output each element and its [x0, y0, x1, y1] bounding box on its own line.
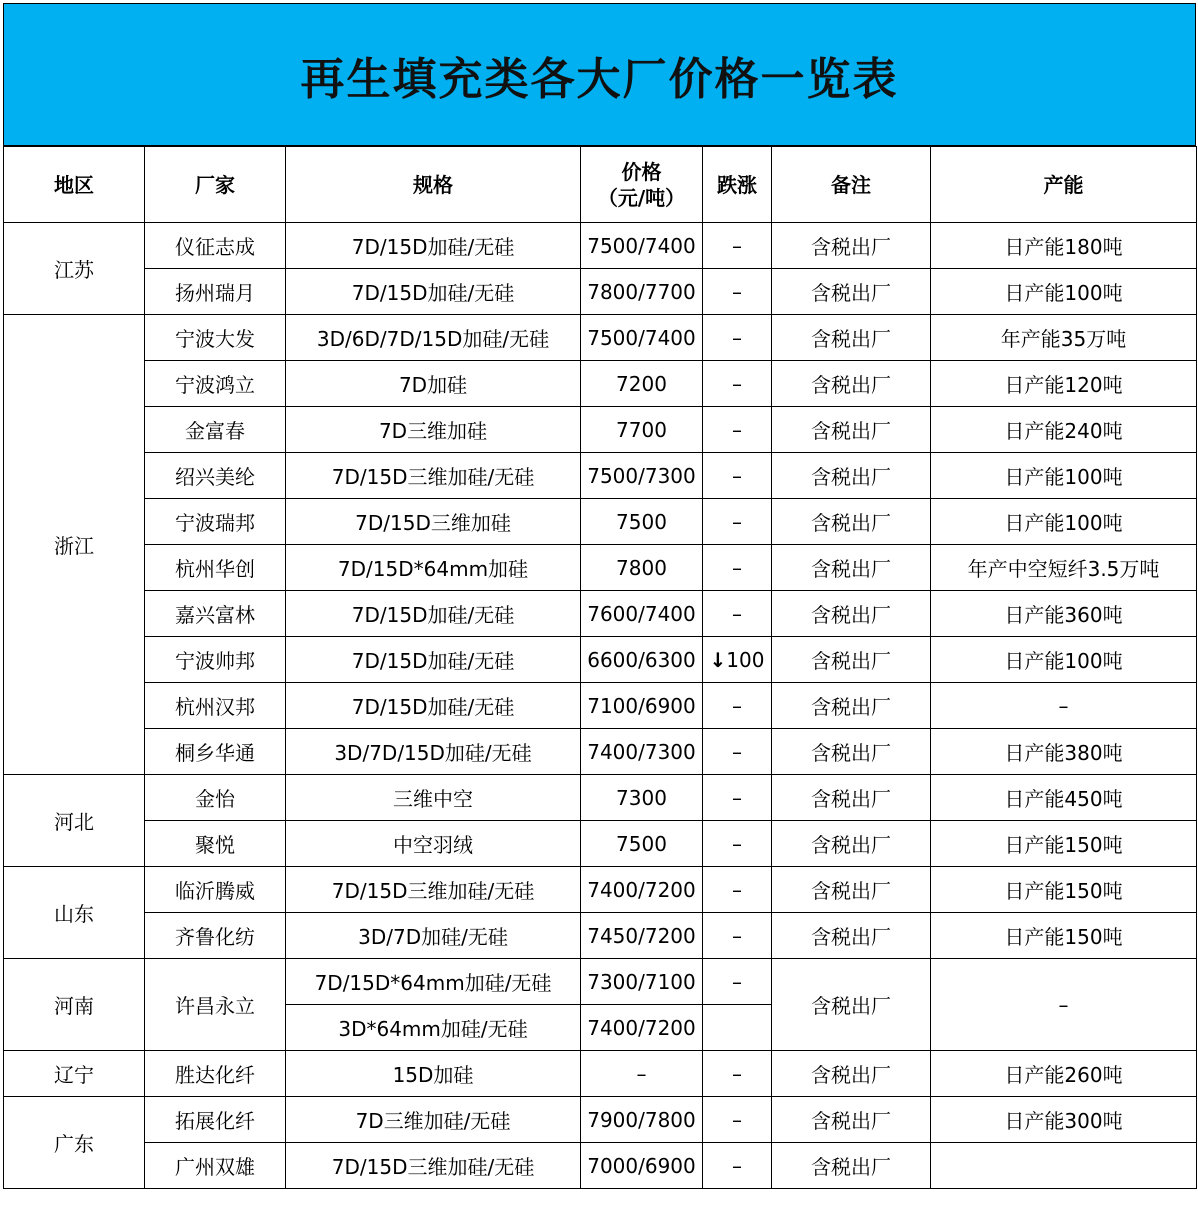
table-row: [4, 407, 1197, 453]
spec-cell: 7D/15D*64mm加硅/无硅: [286, 959, 581, 1005]
region-cell: 山东: [4, 867, 145, 959]
note-cell: 含税出厂: [772, 1143, 931, 1189]
table-row: [4, 729, 1197, 775]
note-cell: 含税出厂: [772, 1051, 931, 1097]
note-cell: 含税出厂: [772, 315, 931, 361]
spec-cell: 7D/15D三维加硅: [286, 499, 581, 545]
table-row: [4, 315, 1197, 361]
factory-cell: 拓展化纤: [145, 1097, 286, 1143]
table-row: [4, 637, 1197, 683]
note-cell: 含税出厂: [772, 269, 931, 315]
note-cell: 含税出厂: [772, 821, 931, 867]
table-row: [4, 867, 1197, 913]
capacity-cell: 日产能100吨: [931, 453, 1197, 499]
table-row: [4, 269, 1197, 315]
note-cell: 含税出厂: [772, 775, 931, 821]
capacity-cell: –: [931, 683, 1197, 729]
change-cell: –: [703, 775, 772, 821]
price-cell: 7600/7400: [581, 591, 703, 637]
price-cell: 7200: [581, 361, 703, 407]
note-cell: 含税出厂: [772, 637, 931, 683]
change-cell: –: [703, 223, 772, 269]
change-cell: –: [703, 269, 772, 315]
change-cell: –: [703, 683, 772, 729]
capacity-cell: 日产能100吨: [931, 637, 1197, 683]
header-spec: 规格: [286, 147, 581, 223]
region-cell: 广东: [4, 1097, 145, 1189]
price-cell: 7400/7200: [581, 867, 703, 913]
factory-cell: 胜达化纤: [145, 1051, 286, 1097]
factory-cell: 桐乡华通: [145, 729, 286, 775]
page-title: 再生填充类各大厂价格一览表: [300, 53, 899, 105]
factory-cell: 杭州汉邦: [145, 683, 286, 729]
table-row: [4, 913, 1197, 959]
factory-cell: 临沂腾威: [145, 867, 286, 913]
table-row: [4, 1097, 1197, 1143]
change-cell: –: [703, 1097, 772, 1143]
factory-cell: 绍兴美纶: [145, 453, 286, 499]
note-cell: 含税出厂: [772, 407, 931, 453]
price-cell: 7800: [581, 545, 703, 591]
change-cell: –: [703, 545, 772, 591]
note-cell: 含税出厂: [772, 499, 931, 545]
note-cell: 含税出厂: [772, 223, 931, 269]
table-row: [4, 453, 1197, 499]
table-row: [4, 959, 1197, 1005]
spec-cell: 7D三维加硅: [286, 407, 581, 453]
change-cell: [703, 637, 772, 683]
spec-cell: 三维中空: [286, 775, 581, 821]
price-cell: 7400/7300: [581, 729, 703, 775]
table-row: [4, 223, 1197, 269]
price-cell: 7000/6900: [581, 1143, 703, 1189]
capacity-cell: [931, 1143, 1197, 1189]
capacity-cell: 日产能180吨: [931, 223, 1197, 269]
price-cell: 7500/7400: [581, 223, 703, 269]
factory-cell: 宁波鸿立: [145, 361, 286, 407]
spec-cell: 3D/7D/15D加硅/无硅: [286, 729, 581, 775]
table-row: [4, 683, 1197, 729]
price-cell: 7500/7400: [581, 315, 703, 361]
header-factory: 厂家: [145, 147, 286, 223]
table-row: [4, 545, 1197, 591]
table-row: [4, 1051, 1197, 1097]
capacity-cell: 日产能300吨: [931, 1097, 1197, 1143]
price-cell: 7900/7800: [581, 1097, 703, 1143]
capacity-cell: 日产能240吨: [931, 407, 1197, 453]
note-cell: 含税出厂: [772, 453, 931, 499]
spec-cell: 3D*64mm加硅/无硅: [286, 1005, 581, 1051]
change-cell: –: [703, 1051, 772, 1097]
note-cell: 含税出厂: [772, 867, 931, 913]
header-price: [581, 147, 703, 223]
capacity-cell: 日产能260吨: [931, 1051, 1197, 1097]
price-cell: 7400/7200: [581, 1005, 703, 1051]
spec-cell: 3D/7D加硅/无硅: [286, 913, 581, 959]
price-cell: 7500: [581, 499, 703, 545]
price-cell: 7450/7200: [581, 913, 703, 959]
spec-cell: 7D/15D加硅/无硅: [286, 683, 581, 729]
spec-cell: 7D/15D加硅/无硅: [286, 591, 581, 637]
note-cell: 含税出厂: [772, 591, 931, 637]
change-cell: –: [703, 499, 772, 545]
factory-cell: 聚悦: [145, 821, 286, 867]
down-arrow-icon: ↓: [709, 647, 727, 672]
spec-cell: 7D/15D加硅/无硅: [286, 637, 581, 683]
note-cell: 含税出厂: [772, 545, 931, 591]
note-cell: 含税出厂: [772, 361, 931, 407]
note-cell: 含税出厂: [772, 913, 931, 959]
note-cell: 含税出厂: [772, 1097, 931, 1143]
header-price-label: 价格: [621, 159, 662, 184]
table-row: [4, 1143, 1197, 1189]
price-cell: 7100/6900: [581, 683, 703, 729]
capacity-cell: –: [931, 959, 1197, 1051]
spec-cell: 15D加硅: [286, 1051, 581, 1097]
spec-cell: 7D/15D*64mm加硅: [286, 545, 581, 591]
factory-cell: 宁波瑞邦: [145, 499, 286, 545]
price-cell: 7300: [581, 775, 703, 821]
factory-cell: 齐鲁化纺: [145, 913, 286, 959]
table-row: [4, 499, 1197, 545]
spec-cell: 7D/15D三维加硅/无硅: [286, 1143, 581, 1189]
header-note: 备注: [772, 147, 931, 223]
factory-cell: 宁波帅邦: [145, 637, 286, 683]
change-cell: –: [703, 1143, 772, 1189]
capacity-cell: 日产能380吨: [931, 729, 1197, 775]
spec-cell: 3D/6D/7D/15D加硅/无硅: [286, 315, 581, 361]
change-value: 100: [726, 647, 765, 672]
capacity-cell: 日产能150吨: [931, 821, 1197, 867]
region-cell: 江苏: [4, 223, 145, 315]
factory-cell: 金富春: [145, 407, 286, 453]
factory-cell: 金怡: [145, 775, 286, 821]
factory-cell: 广州双雄: [145, 1143, 286, 1189]
price-cell: 7500: [581, 821, 703, 867]
price-cell: 7500/7300: [581, 453, 703, 499]
spec-cell: 7D加硅: [286, 361, 581, 407]
note-cell: 含税出厂: [772, 683, 931, 729]
header-row: [4, 147, 1197, 223]
region-cell: 辽宁: [4, 1051, 145, 1097]
spec-cell: 7D/15D加硅/无硅: [286, 269, 581, 315]
change-cell: [703, 1005, 772, 1051]
change-cell: –: [703, 315, 772, 361]
title-banner: [3, 3, 1196, 146]
price-cell: –: [581, 1051, 703, 1097]
note-cell: 含税出厂: [772, 959, 931, 1051]
price-sheet: [3, 3, 1196, 1189]
header-capacity: 产能: [931, 147, 1197, 223]
factory-cell: 嘉兴富林: [145, 591, 286, 637]
region-cell: 河北: [4, 775, 145, 867]
price-cell: 7800/7700: [581, 269, 703, 315]
capacity-cell: 日产能120吨: [931, 361, 1197, 407]
capacity-cell: 日产能100吨: [931, 499, 1197, 545]
price-cell: 7300/7100: [581, 959, 703, 1005]
table-row: [4, 361, 1197, 407]
spec-cell: 中空羽绒: [286, 821, 581, 867]
table-row: [4, 591, 1197, 637]
table-row: [4, 821, 1197, 867]
region-cell: 浙江: [4, 315, 145, 775]
factory-cell: 仪征志成: [145, 223, 286, 269]
price-cell: 6600/6300: [581, 637, 703, 683]
header-change: 跌涨: [703, 147, 772, 223]
factory-cell: 许昌永立: [145, 959, 286, 1051]
change-cell: –: [703, 959, 772, 1005]
change-cell: –: [703, 591, 772, 637]
factory-cell: 杭州华创: [145, 545, 286, 591]
change-cell: –: [703, 407, 772, 453]
spec-cell: 7D/15D三维加硅/无硅: [286, 453, 581, 499]
region-cell: 河南: [4, 959, 145, 1051]
capacity-cell: 日产能150吨: [931, 867, 1197, 913]
change-cell: –: [703, 453, 772, 499]
change-cell: –: [703, 361, 772, 407]
change-cell: –: [703, 913, 772, 959]
capacity-cell: 年产能35万吨: [931, 315, 1197, 361]
price-table: [3, 146, 1197, 1189]
spec-cell: 7D/15D三维加硅/无硅: [286, 867, 581, 913]
capacity-cell: 日产能100吨: [931, 269, 1197, 315]
capacity-cell: 日产能150吨: [931, 913, 1197, 959]
capacity-cell: 年产中空短纤3.5万吨: [931, 545, 1197, 591]
change-cell: –: [703, 821, 772, 867]
change-cell: –: [703, 729, 772, 775]
header-price-unit: （元/吨）: [597, 185, 686, 210]
capacity-cell: 日产能450吨: [931, 775, 1197, 821]
note-cell: 含税出厂: [772, 729, 931, 775]
price-cell: 7700: [581, 407, 703, 453]
table-row: [4, 775, 1197, 821]
spec-cell: 7D/15D加硅/无硅: [286, 223, 581, 269]
factory-cell: 扬州瑞月: [145, 269, 286, 315]
spec-cell: 7D三维加硅/无硅: [286, 1097, 581, 1143]
capacity-cell: 日产能360吨: [931, 591, 1197, 637]
change-cell: –: [703, 867, 772, 913]
header-region: 地区: [4, 147, 145, 223]
factory-cell: 宁波大发: [145, 315, 286, 361]
